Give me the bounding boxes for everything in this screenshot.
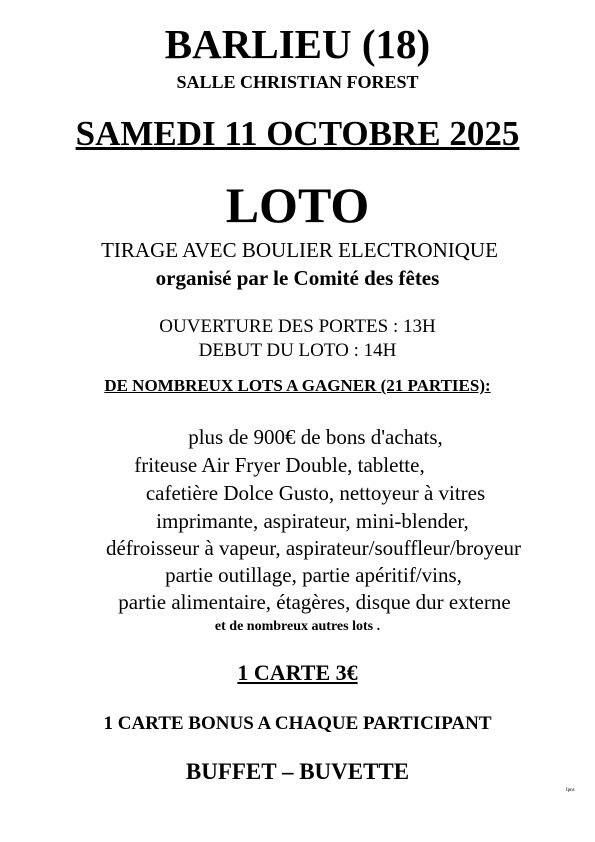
buffet-bar: BUFFET – BUVETTE — [185, 759, 410, 784]
bonus-card-note: 1 CARTE BONUS A CHAQUE PARTICIPANT — [103, 713, 492, 734]
organizer: organisé par le Comité des fêtes — [155, 266, 440, 290]
venue-name: SALLE CHRISTIAN FOREST — [176, 72, 419, 92]
start-time: DEBUT DU LOTO : 14H — [198, 340, 397, 361]
prizes-heading: DE NOMBREUX LOTS A GAGNER (21 PARTIES): — [104, 376, 491, 395]
prize-line: plus de 900€ de bons d'achats, — [188, 425, 443, 449]
card-price: 1 CARTE 3€ — [237, 660, 358, 685]
event-title: LOTO — [225, 177, 370, 233]
prize-line: partie alimentaire, étagères, disque dur externe — [118, 590, 511, 614]
town-title: BARLIEU (18) — [164, 21, 431, 67]
prize-line: cafetière Dolce Gusto, nettoyeur à vitres — [145, 481, 486, 505]
event-date: SAMEDI 11 OCTOBRE 2025 — [75, 114, 520, 153]
prize-line: friteuse Air Fryer Double, tablette, — [134, 453, 425, 477]
more-prizes-note: et de nombreux autres lots . — [214, 619, 381, 634]
prize-line: partie outillage, partie apéritif/vins, — [165, 563, 462, 587]
prize-line: imprimante, aspirateur, mini-blender, — [156, 509, 469, 533]
prize-line: défroisseur à vapeur, aspirateur/souffleur/broyeur — [105, 536, 522, 560]
footer-mark: Ipns — [566, 788, 575, 793]
draw-method: TIRAGE AVEC BOULIER ELECTRONIQUE — [101, 238, 498, 262]
doors-open-time: OUVERTURE DES PORTES : 13H — [159, 316, 436, 337]
